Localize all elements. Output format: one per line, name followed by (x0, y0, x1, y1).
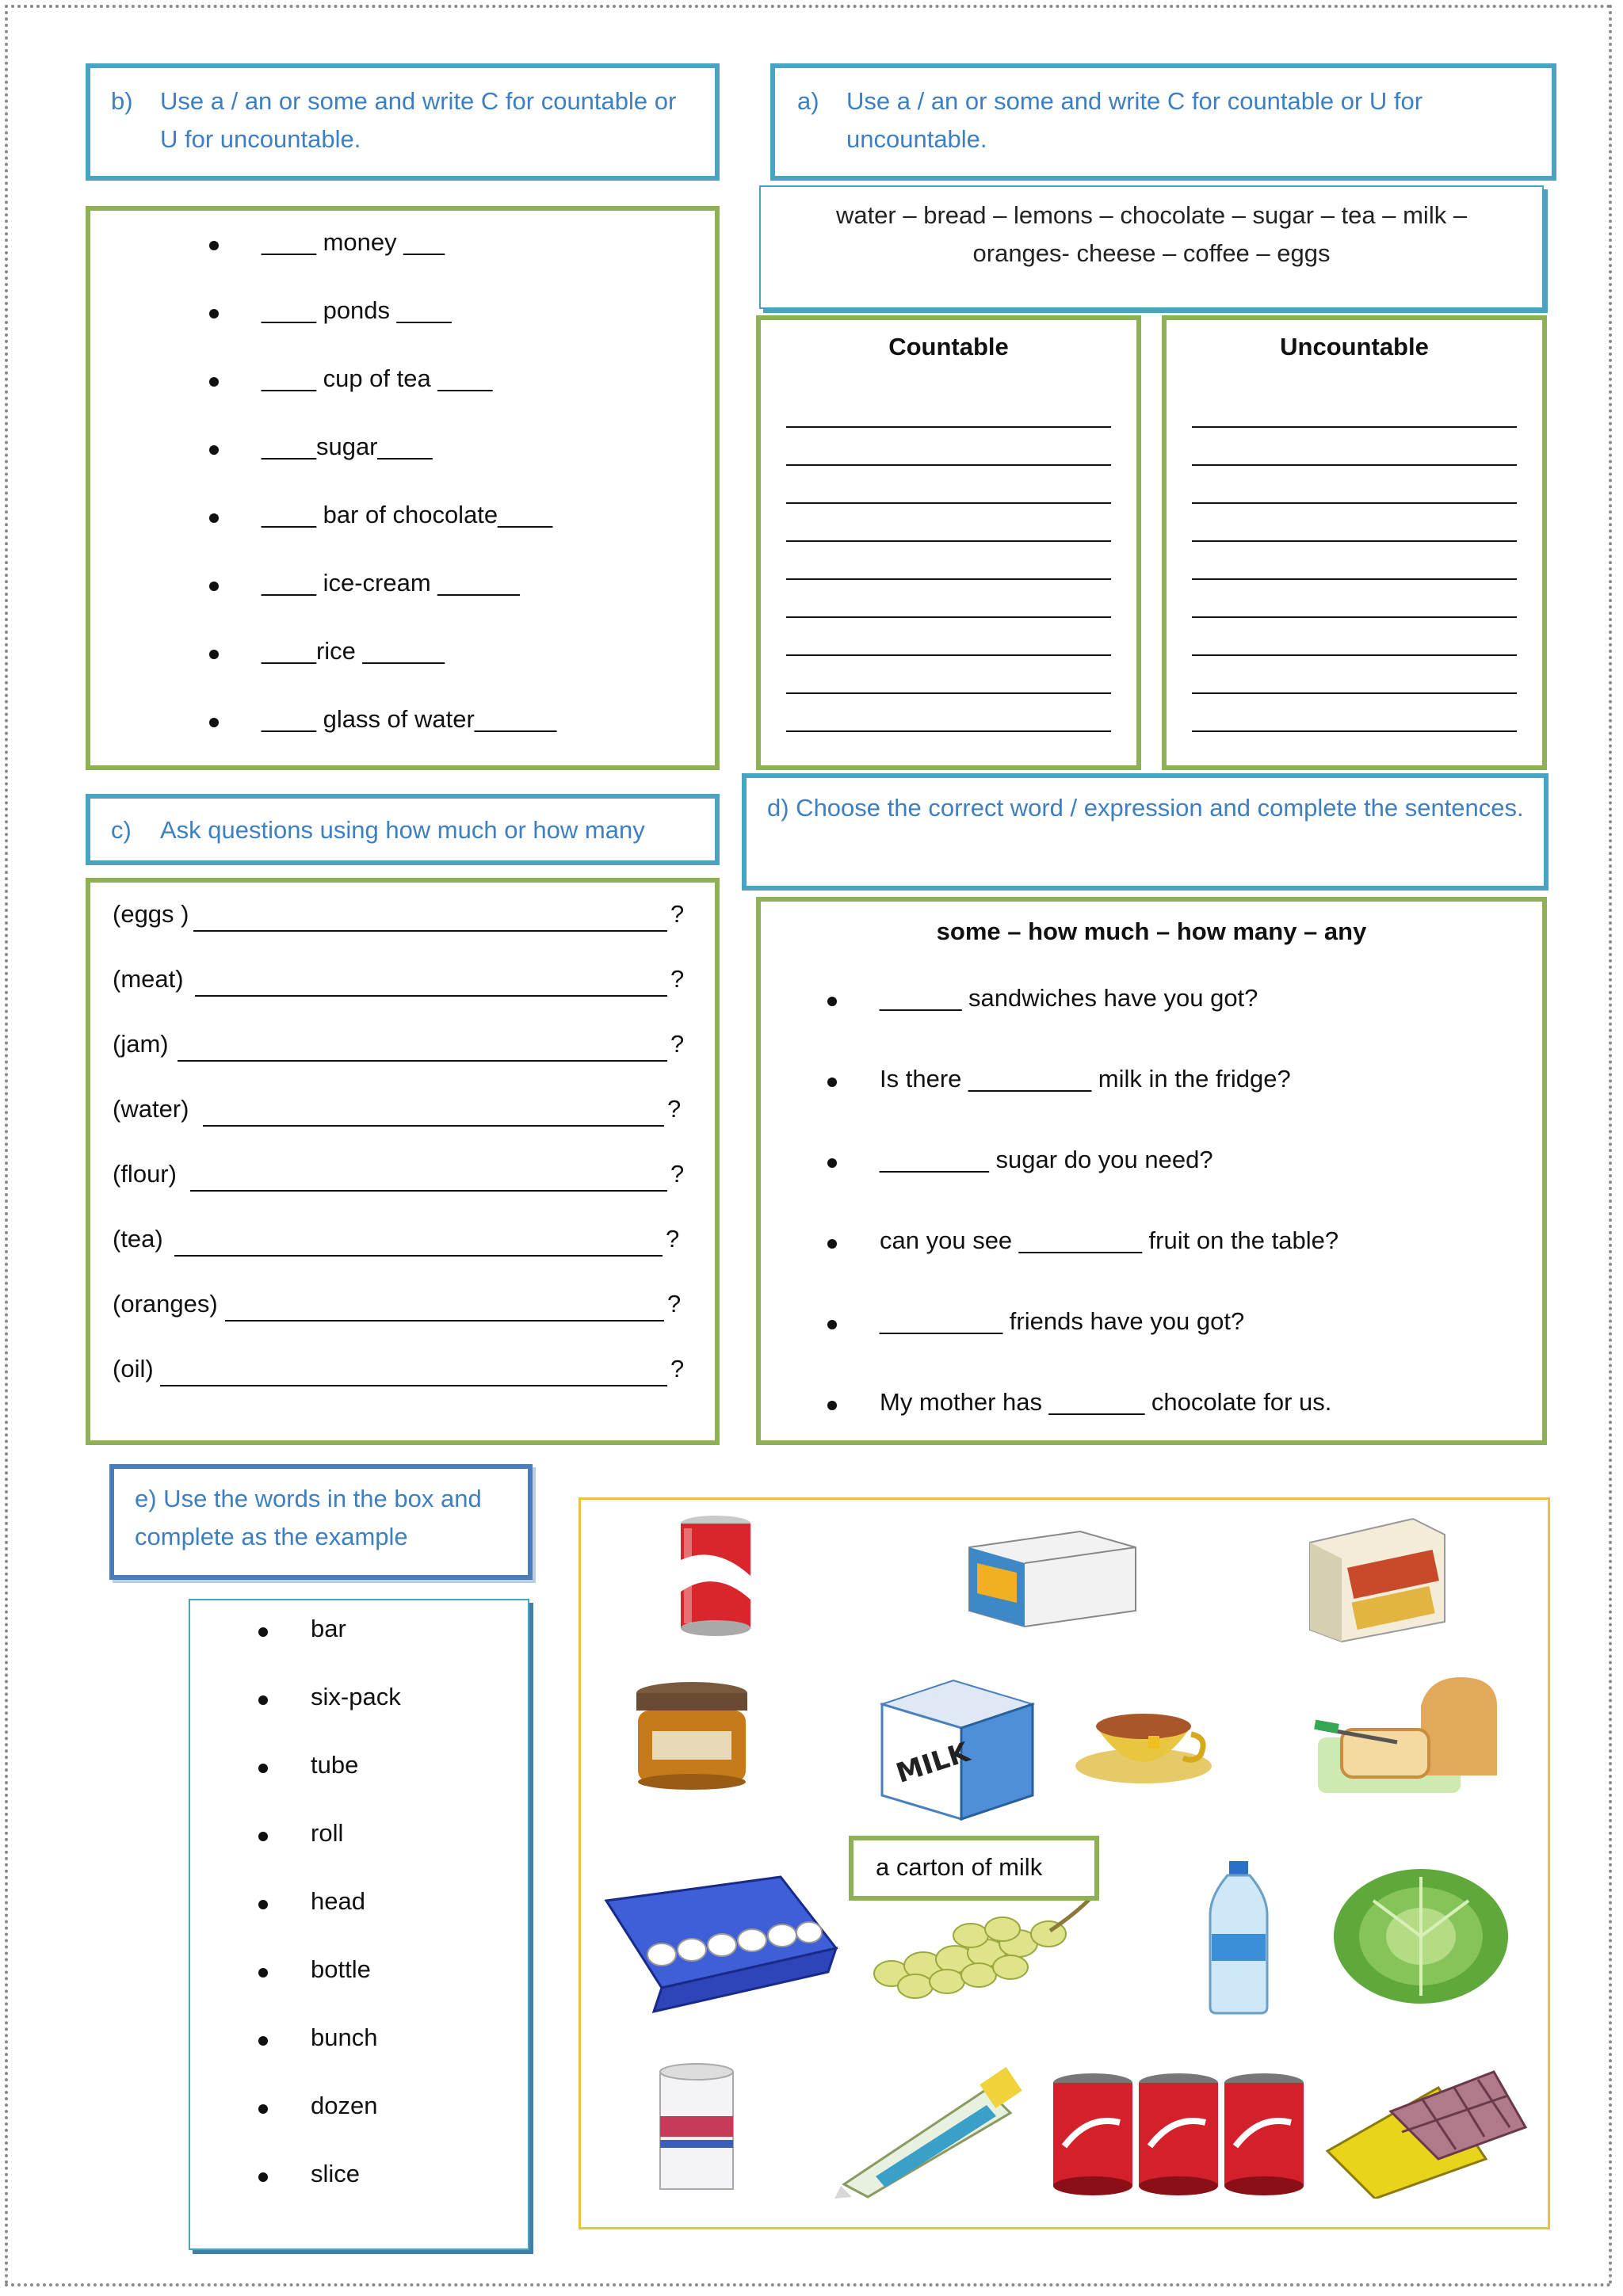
section-b-item: ____ money ___ (262, 228, 445, 256)
svg-text:MILK: MILK (892, 1736, 974, 1790)
section-d-instruction: d) Choose the correct word / expression and complete the sentences. (767, 794, 1524, 822)
cereal-box-picture (1294, 1511, 1453, 1646)
answer-line (203, 1125, 664, 1127)
lettuce-picture (1326, 1861, 1516, 2012)
answer-line (786, 578, 1111, 580)
section-b-item: ____ bar of chocolate____ (262, 501, 553, 528)
answer-line (1192, 692, 1517, 694)
word-item: roll (311, 1819, 344, 1847)
question-mark: ? (667, 1290, 682, 1318)
section-c-instruction-box (86, 794, 720, 865)
toothpaste-tube-picture (828, 2058, 1034, 2200)
section-d-item: ______ sandwiches have you got? (880, 984, 1258, 1012)
milk-carton-picture (866, 1665, 1048, 1823)
answer-line (190, 1190, 667, 1192)
example-label: a carton of milk (876, 1853, 1043, 1881)
answer-line (193, 930, 667, 932)
question-mark: ? (667, 1095, 682, 1123)
answer-line (786, 730, 1111, 732)
section-a-instruction-box (770, 63, 1556, 181)
word-bank-line-1: water – bread – lemons – chocolate – sugar – tea – milk – (835, 201, 1468, 229)
section-c-letter: c) (111, 816, 132, 844)
soda-can-picture (668, 1512, 763, 1639)
section-c-item: (tea) (113, 1225, 163, 1253)
section-b-items-box (86, 206, 720, 770)
answer-line (786, 692, 1111, 694)
water-bottle-picture (1199, 1858, 1278, 2016)
section-c-items-box (86, 878, 720, 1445)
question-mark: ? (670, 1030, 685, 1058)
section-a-word-bank (759, 185, 1544, 309)
answer-line (225, 1320, 664, 1322)
answer-line (1192, 616, 1517, 618)
question-mark: ? (670, 900, 685, 928)
section-b-item: ____ ponds ____ (262, 296, 452, 324)
section-b-instruction: Use a / an or some and write C for countable or U for uncountable. (160, 87, 677, 153)
answer-line (1192, 578, 1517, 580)
section-d-word-bank: some – how much – how many – any (936, 917, 1367, 945)
section-d-item: can you see _________ fruit on the table? (880, 1226, 1339, 1254)
section-c-item: (flour) (113, 1160, 177, 1188)
cup-of-tea-picture (1072, 1687, 1215, 1790)
word-item: dozen (311, 2092, 378, 2119)
word-item: head (311, 1887, 365, 1915)
picture-panel (579, 1497, 1550, 2229)
question-mark: ? (670, 965, 685, 993)
answer-line (1192, 540, 1517, 542)
section-a-instruction: Use a / an or some and write C for countable or U for uncountable. (846, 87, 1423, 153)
question-mark: ? (666, 1225, 680, 1253)
word-item: bunch (311, 2023, 378, 2051)
answer-line (1192, 426, 1517, 428)
section-e-word-list (189, 1599, 529, 2250)
bread-slice-picture (1310, 1674, 1516, 1809)
countable-box (756, 315, 1141, 770)
section-e-instruction-box (109, 1464, 533, 1580)
section-a-letter: a) (797, 87, 819, 115)
answer-line (786, 540, 1111, 542)
section-b-instruction-box (86, 63, 720, 181)
answer-line (786, 616, 1111, 618)
section-c-item: (water) (113, 1095, 189, 1123)
answer-line (160, 1385, 667, 1386)
word-item: bar (311, 1615, 346, 1642)
answer-line (786, 654, 1111, 656)
section-e-instruction: e) Use the words in the box and complete as the example (135, 1485, 482, 1550)
question-mark: ? (670, 1355, 685, 1383)
section-d-item: _________ friends have you got? (880, 1307, 1245, 1335)
section-d-item: Is there _________ milk in the fridge? (880, 1065, 1291, 1093)
grapes-picture (860, 1886, 1106, 2005)
section-b-item: ____rice ______ (262, 637, 445, 665)
answer-line (1192, 654, 1517, 656)
question-mark: ? (670, 1160, 685, 1188)
countable-header: Countable (888, 333, 1009, 360)
answer-line (786, 426, 1111, 428)
word-bank-line-2: oranges- cheese – coffee – eggs (972, 239, 1331, 267)
section-c-instruction: Ask questions using how much or how many (160, 816, 645, 844)
chocolate-bar-picture (1319, 2064, 1533, 2199)
word-item: six-pack (311, 1683, 401, 1711)
section-c-item: (meat) (113, 965, 184, 993)
answer-line (1192, 464, 1517, 466)
section-b-item: ____ ice-cream ______ (262, 569, 520, 597)
answer-line (1192, 502, 1517, 504)
example-label-box (849, 1836, 1099, 1901)
section-c-item: (jam) (113, 1030, 169, 1058)
section-c-item: (oil) (113, 1355, 154, 1383)
answer-line (178, 1060, 667, 1062)
egg-carton-picture (590, 1869, 844, 2019)
section-b-item: ____sugar____ (262, 433, 433, 460)
answer-line (1192, 730, 1517, 732)
section-b-letter: b) (111, 87, 133, 115)
paper-roll-picture (644, 2061, 747, 2195)
section-d-instruction-box (742, 773, 1549, 891)
section-c-item: (oranges) (113, 1290, 218, 1318)
uncountable-header: Uncountable (1280, 333, 1429, 360)
section-b-item: ____ cup of tea ____ (262, 364, 493, 392)
word-item: slice (311, 2160, 361, 2187)
section-d-item: ________ sugar do you need? (880, 1146, 1213, 1173)
cola-six-pack-picture (1048, 2067, 1310, 2202)
word-item: bottle (311, 1955, 371, 1983)
word-item: tube (311, 1751, 359, 1779)
answer-line (786, 464, 1111, 466)
flour-bag-picture (961, 1516, 1144, 1634)
section-d-item: My mother has _______ chocolate for us. (880, 1388, 1332, 1416)
answer-line (786, 502, 1111, 504)
answer-line (195, 995, 667, 997)
section-b-item: ____ glass of water______ (262, 705, 557, 733)
uncountable-box (1162, 315, 1547, 770)
honey-jar-picture (621, 1676, 763, 1794)
section-d-items-box (756, 897, 1547, 1445)
answer-line (174, 1255, 663, 1257)
section-c-item: (eggs ) (113, 900, 189, 928)
